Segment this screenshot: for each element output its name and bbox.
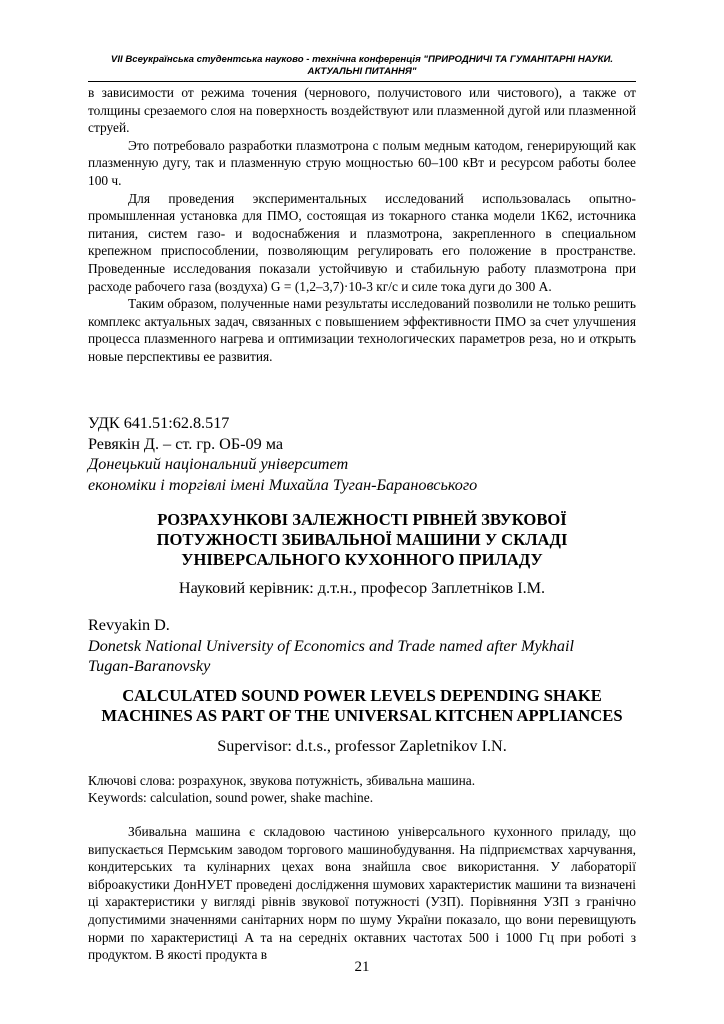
running-header [88,54,636,82]
running-header-line-1: VII Всеукраїнська студентська науково - технічна конференція "ПРИРОДНИЧІ ТА ГУМАНІТАРНІ НАУКИ. [110,54,614,65]
article-body-paragraph: Збивальна машина є складовою частиною універсального кухонного приладу, що випускається Пермським заводом торгового машинобудування. На підприємствах харчування, кондитерських та кулінарних цехах вона знайшла своє використання. У лабораторії віброакустики ДонНУЕТ проведені дослідження шумових характеристик машини та визначені ці характеристики у вигляді рівнів звукової потужності (УЗП). Порівняння УЗП з гранічно допустимими значеннями санітарних норм по шуму України показало, що вони перевищують норми по характеристиці А та на середніх октавних частотах 500 і 1000 Гц при роботі з продуктом. В якості продукта в [88,824,636,963]
article-metadata-en [88,615,636,677]
article-body [88,823,636,964]
title-ua-line-3: УНІВЕРСАЛЬНОГО КУХОННОГО ПРИЛАДУ [181,550,543,569]
affiliation-ua-line-2: економіки і торгівлі імені Михайла Туган-Барановського [88,475,478,494]
running-header-line-2: АКТУАЛЬНІ ПИТАННЯ" [307,66,417,77]
article-title-ua [88,510,636,570]
author-en: Revyakin D. [88,616,170,634]
title-en-line-1: CALCULATED SOUND POWER LEVELS DEPENDING SHAKE [122,686,602,705]
keywords-block [88,772,636,806]
article-metadata-ua [88,413,636,495]
udc-code: УДК 641.51:62.8.517 [88,414,230,432]
page-number: 21 [354,959,370,975]
supervisor-ua: Науковий керівник: д.т.н., професор Заплетніков І.М. [178,579,546,597]
previous-article-paragraph: Таким образом, полученные нами результаты исследований позволили не только решить комплекс актуальных задач, связанных с повышением эффективности ПМО за счет улучшения процесса плазменного нагрева и оптимизации технологических параметров реза, но и открыть новые перспективы ее развития. [88,296,636,364]
title-ua-line-1: РОЗРАХУНКОВІ ЗАЛЕЖНОСТІ РІВНЕЙ ЗВУКОВОЇ [157,510,567,529]
previous-article-text [88,84,636,366]
previous-article-paragraph: Это потребовало разработки плазмотрона с полым медным катодом, генерирующий как плазменную дугу, так и плазменную струю мощностью 60–100 кВт и ресурсом работы более 100 ч. [88,137,636,188]
affiliation-ua-line-1: Донецький національний університет [88,455,349,473]
article-title-en [88,686,636,726]
previous-article-paragraph: Для проведения экспериментальных исследований использовалась опытно-промышленная установка для ПМО, состоящая из токарного станка модели 1К62, источника питания, систем газо- и водоснабжения и плазмотрона, закрепленного в специальном крепежном приспособлении, позволяющим регулировать его положение в пространстве. Проведенные исследования показали устойчивую и стабильную работу плазмотрона при расходе рабочего газа (воздуха) G = (1,2–3,7)·10-3 кг/с и силе тока дуги до 300 А. [88,190,636,294]
affiliation-en-line-2: Tugan-Baranovsky [88,657,211,675]
author-ua: Ревякін Д. – ст. гр. ОБ-09 ма [88,434,284,453]
keywords-ua: Ключові слова: розрахунок, звукова потужність, збивальна машина. [88,773,476,788]
title-ua-line-2: ПОТУЖНОСТІ ЗБИВАЛЬНОЇ МАШИНИ У СКЛАДІ [156,530,568,549]
affiliation-en-line-1: Donetsk National University of Economics and Trade named after Mykhail [88,636,575,655]
keywords-en: Keywords: calculation, sound power, shake machine. [88,790,374,805]
previous-article-paragraph: в зависимости от режима точения (чернового, получистового или чистового), а также от толщины срезаемого слоя на поверхность воздействуют или плазменной дугой или плазменной струей. [88,85,636,136]
title-en-line-2: MACHINES AS PART OF THE UNIVERSAL KITCHEN APPLIANCES [101,706,623,725]
supervisor-en: Supervisor: d.t.s., professor Zapletnikov I.N. [217,737,507,755]
